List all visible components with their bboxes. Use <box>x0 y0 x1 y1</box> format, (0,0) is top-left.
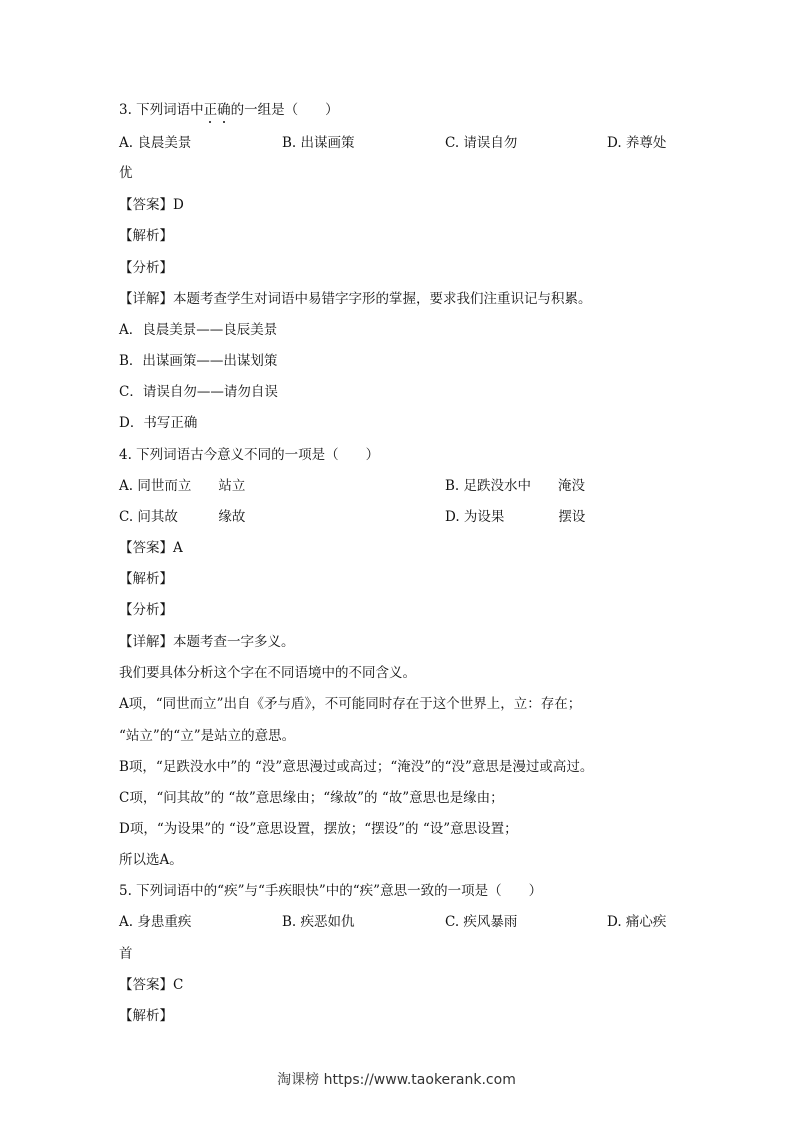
q3-stem-dotted-char: 确 <box>217 102 231 118</box>
q3-stem-text: 3. 下列词语中 <box>119 102 204 118</box>
q3-explanation-line: C．请误自勿——请勿自误 <box>119 384 278 400</box>
q4-fenxi-label: 【分析】 <box>119 602 173 618</box>
q4-explanation-line: B项，“足跌没水中”的 “没”意思漫过或高过；“淹没”的“没”意思是漫过或高过。 <box>119 759 594 775</box>
q3-fenxi-label: 【分析】 <box>119 260 173 276</box>
footer-watermark: 淘课榜 https://www.taokerank.com <box>277 1072 516 1088</box>
q3-option-d-continued: 优 <box>119 165 133 181</box>
q3-option-a: A. 良晨美景 <box>119 135 192 151</box>
q4-explanation-line: A项，“同世而立”出自《矛与盾》，不可能同时存在于这个世界上，立：存在； <box>119 696 582 712</box>
q4-explanation-line: 我们要具体分析这个字在不同语境中的不同含义。 <box>119 665 416 681</box>
q4-option-b: B. 足跌没水中 淹没 <box>445 478 586 494</box>
q5-answer: 【答案】C <box>119 977 184 993</box>
q4-explanation-line: 所以选A。 <box>119 852 183 868</box>
q4-answer: 【答案】A <box>119 540 183 556</box>
q5-stem: 5. 下列词语中的“疾”与“手疾眼快”中的“疾”意思一致的一项是（ ） <box>119 883 543 899</box>
q3-analysis-label: 【解析】 <box>119 228 173 244</box>
q4-explanation-line: C项，“问其故”的 “故”意思缘由；“缘故”的 “故”意思也是缘由； <box>119 790 504 806</box>
q3-stem-dotted-char: 正 <box>203 102 218 118</box>
q3-option-c: C. 请误自勿 <box>445 135 518 151</box>
q3-option-b: B. 出谋画策 <box>282 135 355 151</box>
q4-explanation-line: D项，“为设果”的 “设”意思设置，摆放；“摆设”的 “设”意思设置； <box>119 821 518 837</box>
q3-explanation-line: A．良晨美景——良辰美景 <box>119 322 278 338</box>
q4-option-a: A. 同世而立 站立 <box>119 478 246 494</box>
q3-option-d: D. 养尊处 <box>607 135 667 151</box>
q3-detail: 【详解】本题考查学生对词语中易错字字形的掌握，要求我们注重识记与积累。 <box>119 291 592 307</box>
q4-option-c: C. 问其故 缘故 <box>119 509 246 525</box>
q5-option-b: B. 疾恶如仇 <box>282 914 355 930</box>
q4-detail: 【详解】本题考查一字多义。 <box>119 634 295 650</box>
q4-option-d: D. 为设果 摆设 <box>445 509 586 525</box>
q5-option-a: A. 身患重疾 <box>119 914 192 930</box>
q3-stem-text: 的一组是（ ） <box>230 102 339 118</box>
q5-option-c: C. 疾风暴雨 <box>445 914 518 930</box>
q4-analysis-label: 【解析】 <box>119 571 173 587</box>
q5-option-d-continued: 首 <box>119 946 133 962</box>
q4-stem: 4. 下列词语古今意义不同的一项是（ ） <box>119 447 380 463</box>
q4-explanation-line: “站立”的“立”是站立的意思。 <box>119 728 296 744</box>
q3-explanation-line: B．出谋画策——出谋划策 <box>119 353 278 369</box>
q3-answer: 【答案】D <box>119 197 184 213</box>
q5-analysis-label: 【解析】 <box>119 1008 173 1024</box>
q3-stem <box>119 101 339 119</box>
q3-explanation-line: D．书写正确 <box>119 415 198 431</box>
q5-option-d: D. 痛心疾 <box>607 914 667 930</box>
